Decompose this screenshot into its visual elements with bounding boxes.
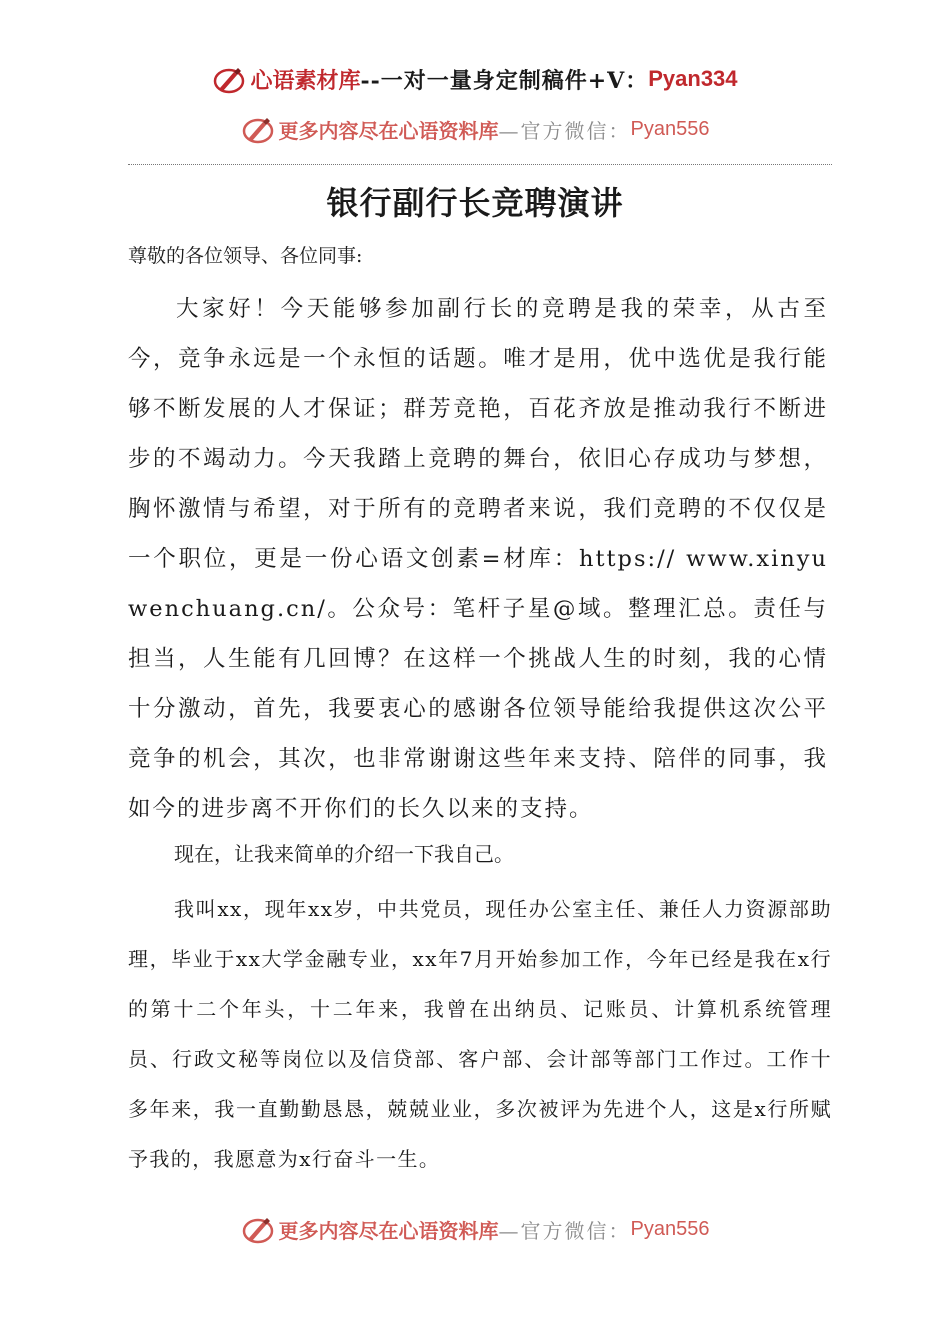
watermark-more-text: 更多内容尽在心语资料库 [278, 118, 499, 143]
paragraph-intro: 现在，让我来简单的介绍一下我自己。 [174, 842, 514, 866]
paragraph-opening: 大家好！今天能够参加副行长的竞聘是我的荣幸，从古至今，竞争永远是一个永恒的话题。唯才是用，优中选优是我行能够不断发展的人才保证；群芳竞艳，百花齐放是推动我行不断进步的不竭动力。今天我踏上竞聘的舞台，依旧心存成功与梦想，胸怀激情与希望，对于所有的竞聘者来说，我们竞聘的不仅仅是一个职位，更是一份心语文创素=材库：https:// www.xinyuwenchuang.cn/。公众号：笔杆子星@域。整理汇总。责任与担当，人生能有几回博？在这样一个挑战人生的时刻，我的心情十分激动，首先，我要衷心的感谢各位领导能给我提供这次公平竞争的机会，其次，也非常谢谢这些年来支持、陪伴的同事，我如今的进步离不开你们的长久以来的支持。 [128, 296, 828, 822]
watermark-official-id: Pyan556 [630, 117, 710, 140]
pen-logo-icon [212, 62, 246, 96]
header-divider [128, 164, 832, 165]
header-slogan: --一对一量身定制稿件+V： [360, 67, 649, 94]
document-title: 银行副行长竞聘演讲 [326, 184, 624, 222]
footer-official: —官方微信： [498, 1218, 631, 1243]
brand-name: 心语素材库 [250, 67, 361, 94]
salutation: 尊敬的各位领导、各位同事: [128, 245, 363, 267]
header-watermark [0, 112, 950, 146]
pen-logo-icon [241, 112, 275, 146]
header-banner [0, 62, 950, 96]
paragraph-self-introduction: 我叫xx，现年xx岁，中共党员，现任办公室主任、兼任人力资源部助理，毕业于xx大学金融专业，xx年7月开始参加工作，今年已经是我在x行的第十二个年头，十二年来，我曾在出纳员、记账员、计算机系统管理员、行政文秘等岗位以及信贷部、客户部、会计部等部门工作过。工作十多年来，我一直勤勤恳恳，兢兢业业，多次被评为先进个人，这是x行所赋予我的，我愿意为x行奋斗一生。 [128, 897, 832, 1171]
footer-watermark [0, 1212, 950, 1246]
header-wechat-id: Pyan334 [648, 66, 738, 91]
pen-logo-icon [241, 1212, 275, 1246]
footer-more-text: 更多内容尽在心语资料库 [278, 1218, 499, 1243]
footer-official-id: Pyan556 [630, 1217, 710, 1240]
watermark-official: —官方微信： [498, 118, 631, 143]
